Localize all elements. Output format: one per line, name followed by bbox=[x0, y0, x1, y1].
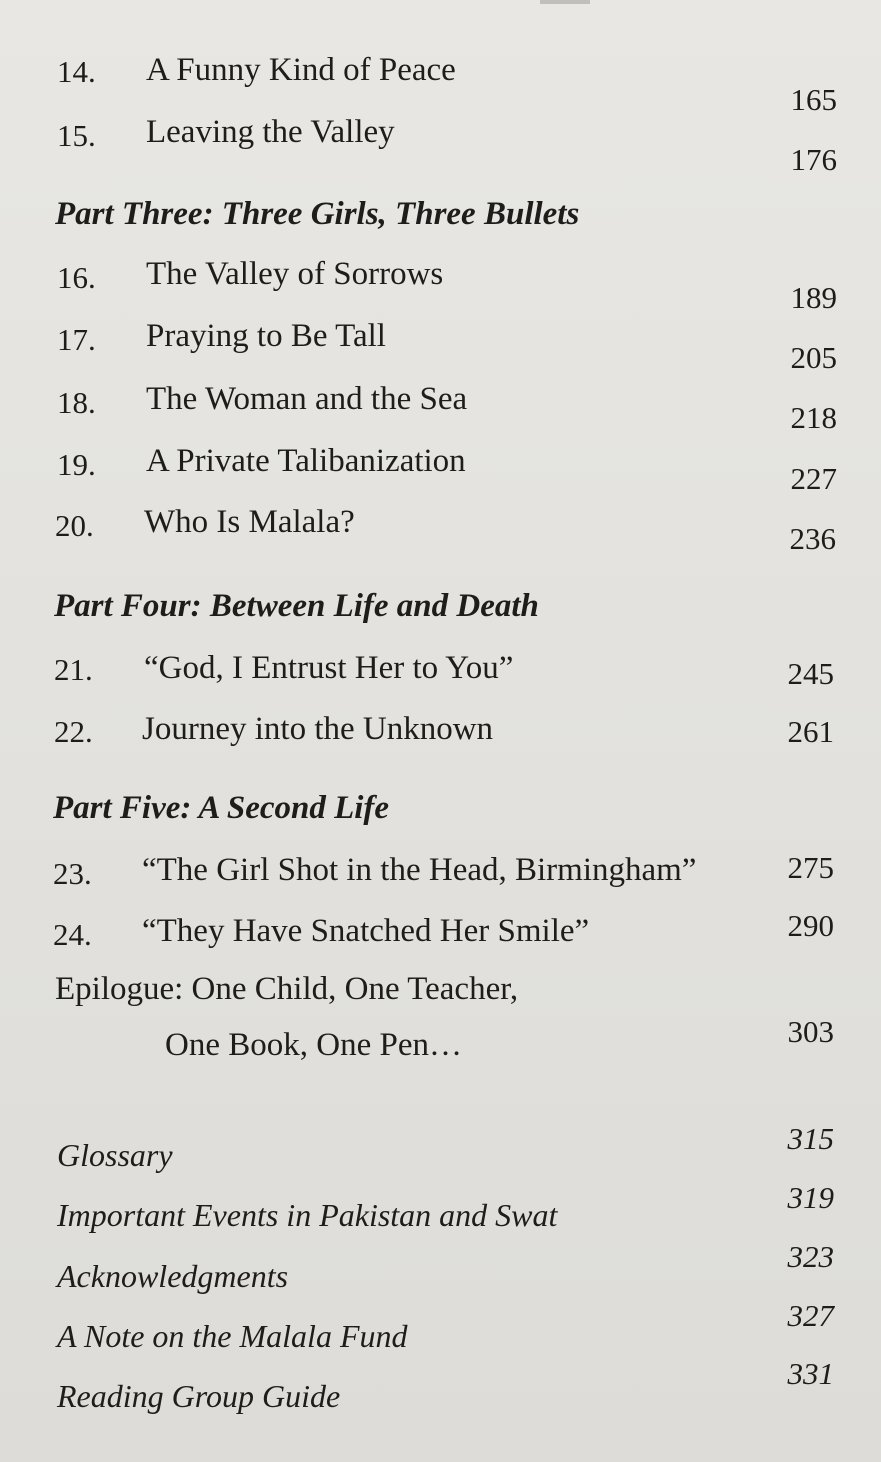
back-matter-title: Reading Group Guide bbox=[57, 1378, 341, 1414]
chapter-number: 17. bbox=[57, 322, 96, 357]
chapter-title: “They Have Snatched Her Smile” bbox=[142, 913, 590, 949]
chapter-title: Praying to Be Tall bbox=[146, 318, 386, 354]
chapter-number: 15. bbox=[57, 118, 96, 153]
chapter-page: 290 bbox=[787, 908, 834, 943]
chapter-title: “The Girl Shot in the Head, Birmingham” bbox=[142, 852, 697, 888]
epilogue-page: 303 bbox=[787, 1014, 834, 1049]
chapter-title: Who Is Malala? bbox=[144, 504, 355, 540]
back-matter-title: A Note on the Malala Fund bbox=[57, 1318, 408, 1354]
chapter-page: 245 bbox=[787, 656, 834, 691]
chapter-title: “God, I Entrust Her to You” bbox=[144, 650, 514, 686]
back-matter-page: 323 bbox=[787, 1239, 834, 1274]
back-matter-title: Glossary bbox=[57, 1137, 173, 1173]
back-matter-page: 319 bbox=[787, 1180, 834, 1215]
chapter-number: 22. bbox=[54, 714, 93, 749]
chapter-number: 20. bbox=[55, 508, 94, 543]
chapter-title: A Private Talibanization bbox=[146, 443, 466, 479]
chapter-page: 236 bbox=[789, 521, 836, 556]
part-heading: Part Four: Between Life and Death bbox=[54, 588, 539, 624]
chapter-number: 21. bbox=[54, 652, 93, 687]
epilogue-title-line2: One Book, One Pen… bbox=[165, 1027, 462, 1063]
chapter-title: Journey into the Unknown bbox=[142, 711, 494, 747]
chapter-page: 261 bbox=[787, 714, 834, 749]
part-heading: Part Three: Three Girls, Three Bullets bbox=[55, 196, 580, 232]
chapter-page: 176 bbox=[790, 142, 837, 177]
back-matter-page: 327 bbox=[787, 1298, 834, 1333]
back-matter-title: Important Events in Pakistan and Swat bbox=[57, 1197, 558, 1233]
chapter-number: 24. bbox=[53, 917, 92, 952]
chapter-page: 165 bbox=[790, 82, 837, 117]
chapter-number: 14. bbox=[57, 54, 96, 89]
chapter-page: 205 bbox=[790, 340, 837, 375]
back-matter-page: 315 bbox=[787, 1121, 834, 1156]
chapter-page: 218 bbox=[790, 400, 837, 435]
chapter-page: 189 bbox=[790, 280, 837, 315]
chapter-title: The Woman and the Sea bbox=[146, 381, 468, 417]
back-matter-title: Acknowledgments bbox=[57, 1258, 289, 1294]
chapter-title: The Valley of Sorrows bbox=[146, 256, 444, 292]
chapter-title: A Funny Kind of Peace bbox=[146, 52, 456, 88]
chapter-title: Leaving the Valley bbox=[146, 114, 395, 150]
chapter-page: 275 bbox=[787, 850, 834, 885]
chapter-number: 16. bbox=[57, 260, 96, 295]
chapter-number: 19. bbox=[57, 447, 96, 482]
chapter-number: 23. bbox=[53, 856, 92, 891]
back-matter-page: 331 bbox=[787, 1356, 834, 1391]
part-heading: Part Five: A Second Life bbox=[53, 790, 390, 826]
chapter-page: 227 bbox=[790, 461, 837, 496]
top-edge-mark bbox=[540, 0, 590, 4]
chapter-number: 18. bbox=[57, 385, 96, 420]
epilogue-title-line1: Epilogue: One Child, One Teacher, bbox=[55, 971, 519, 1007]
